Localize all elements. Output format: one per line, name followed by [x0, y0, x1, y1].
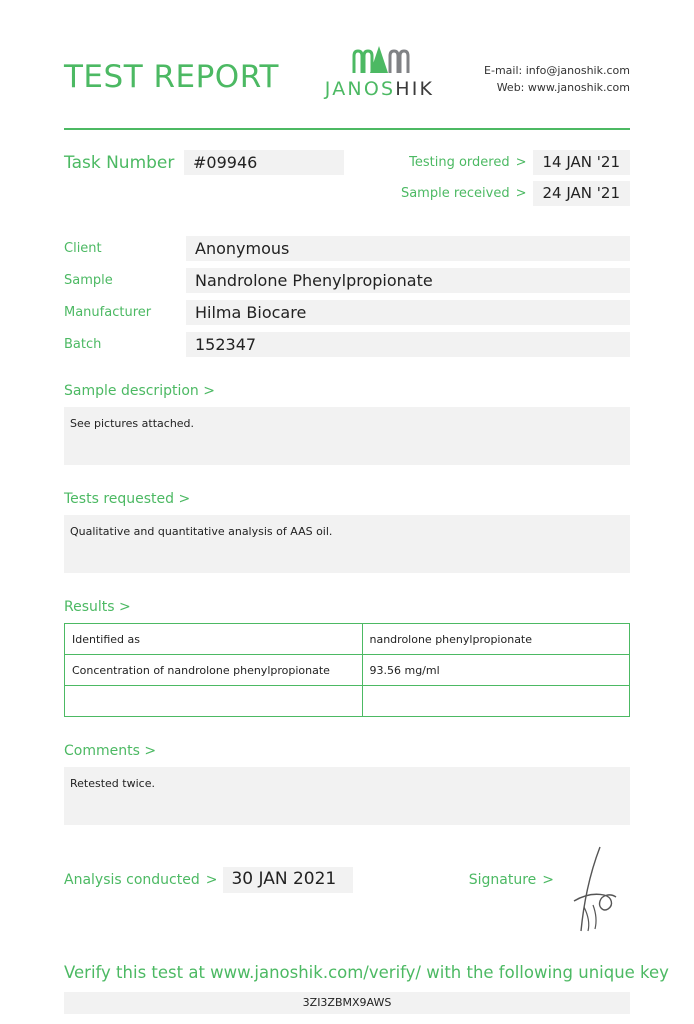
verify-text: Verify this test at www.janoshik.com/verify/ with the following unique key — [64, 963, 669, 982]
sample-received-label: Sample received — [400, 186, 510, 201]
page-title: TEST REPORT — [64, 59, 279, 95]
task-row — [64, 150, 630, 208]
analysis-conducted-label: Analysis conducted — [64, 872, 200, 888]
tests-requested-text: Qualitative and quantitative analysis of AAS oil. — [64, 515, 630, 573]
results-table — [64, 623, 630, 717]
field-manufacturer-value: Hilma Biocare — [186, 300, 630, 325]
task-number-label: Task Number — [64, 153, 175, 173]
task-number-value: #09946 — [184, 150, 344, 175]
dates-block — [401, 150, 630, 212]
sample-received-arrow-icon: > — [515, 186, 527, 201]
testing-ordered-label: Testing ordered — [409, 155, 510, 170]
results-title: Results > — [64, 599, 131, 615]
comments-section — [64, 743, 630, 825]
header-divider — [64, 128, 630, 130]
testing-ordered-arrow-icon: > — [515, 155, 527, 170]
analysis-arrow-icon: > — [205, 872, 218, 888]
tests-requested-section — [64, 491, 630, 573]
results-row-value — [362, 686, 630, 717]
analysis-signature-row — [64, 867, 630, 937]
field-manufacturer — [64, 300, 630, 325]
sample-description-section — [64, 383, 630, 465]
field-batch-value: 152347 — [186, 332, 630, 357]
results-row-label — [65, 686, 363, 717]
field-sample — [64, 268, 630, 293]
contact-info — [470, 62, 630, 96]
results-row-label: Concentration of nandrolone phenylpropionate — [65, 655, 363, 686]
field-batch-label: Batch — [64, 337, 102, 352]
table-row — [65, 624, 630, 655]
tests-requested-title: Tests requested > — [64, 491, 191, 507]
sample-received-value: 24 JAN '21 — [533, 181, 630, 206]
signature-label: Signature — [468, 872, 537, 888]
janoshik-logo — [325, 44, 434, 100]
sample-description-text: See pictures attached. — [64, 407, 630, 465]
mountain-logo-icon — [325, 44, 434, 74]
brand-wordmark-part1: JANOS — [324, 78, 396, 100]
signature-arrow-icon: > — [542, 872, 554, 888]
table-row — [65, 655, 630, 686]
contact-web: Web: www.janoshik.com — [496, 81, 630, 94]
testing-ordered-value: 14 JAN '21 — [533, 150, 630, 175]
field-client — [64, 236, 630, 261]
comments-title: Comments > — [64, 743, 157, 759]
analysis-conducted-value: 30 JAN 2021 — [223, 867, 353, 893]
signature-mark-icon — [560, 845, 630, 939]
client-fields — [64, 236, 630, 357]
results-section — [64, 599, 630, 717]
signature-block — [469, 867, 630, 939]
field-client-label: Client — [64, 241, 102, 256]
comments-text: Retested twice. — [64, 767, 630, 825]
brand-wordmark — [325, 78, 434, 100]
results-row-label: Identified as — [65, 624, 363, 655]
contact-email: E-mail: info@janoshik.com — [484, 64, 630, 77]
testing-ordered-row — [401, 150, 630, 175]
verify-key: 3ZI3ZBMX9AWS — [64, 992, 630, 1014]
sample-received-row — [401, 181, 630, 206]
field-batch — [64, 332, 630, 357]
report-header — [64, 0, 630, 114]
results-row-value: 93.56 mg/ml — [362, 655, 630, 686]
field-sample-label: Sample — [64, 273, 113, 288]
brand-wordmark-part2: HIK — [395, 78, 435, 100]
field-sample-value: Nandrolone Phenylpropionate — [186, 268, 630, 293]
field-client-value: Anonymous — [186, 236, 630, 261]
field-manufacturer-label: Manufacturer — [64, 305, 152, 320]
results-row-value: nandrolone phenylpropionate — [362, 624, 630, 655]
table-row — [65, 686, 630, 717]
sample-description-title: Sample description > — [64, 383, 215, 399]
